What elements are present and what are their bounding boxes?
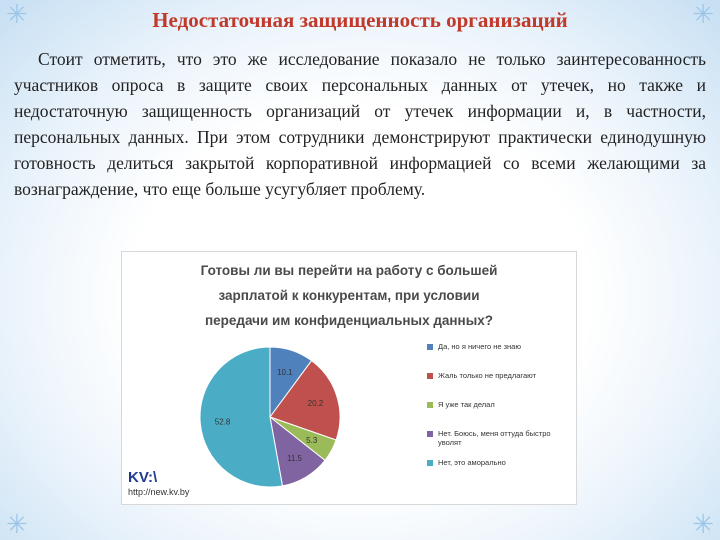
slide-paragraph: Стоит отметить, что это же исследование показало не только заинтересованность участников опроса в защите своих персональных данных от утечек, но также и недостаточную защищенность организаций от утечек информации и, в частности, персональных данных. При этом сотрудники демонстрируют практически единодушную готовность делиться закрытой корпоративной информацией со всеми желающими за вознаграждение, что еще больше усугубляет проблему. — [14, 49, 706, 199]
legend-label: Да, но я ничего не знаю — [438, 342, 521, 351]
source-url: http://new.kv.by — [128, 487, 190, 497]
slice-value-label: 5.3 — [306, 435, 318, 445]
star-asterisk-icon: ✳ — [692, 0, 714, 29]
legend-item — [427, 342, 572, 371]
legend-swatch — [427, 373, 433, 379]
legend-swatch — [427, 402, 433, 408]
source-logo — [128, 470, 189, 498]
legend-swatch — [427, 460, 433, 466]
legend-label: Жаль только не предлагают — [438, 371, 537, 380]
star-asterisk-icon: ✳ — [6, 0, 28, 29]
logo-mark: KV:\ — [128, 469, 158, 486]
slice-value-label: 52.8 — [214, 417, 231, 427]
legend-item — [427, 400, 572, 429]
legend-label: Нет. Боюсь, меня оттуда быстро уволят — [438, 429, 551, 447]
chart-title: Готовы ли вы перейти на работу с большей зарплатой к конкурентам, при условии передачи им конфиденциальных данных? — [200, 263, 498, 328]
slide-title: Недостаточная защищенность организаций — [152, 8, 568, 32]
star-asterisk-icon: ✳ — [6, 510, 28, 539]
legend-label: Нет, это аморально — [438, 458, 506, 467]
star-asterisk-icon: ✳ — [692, 510, 714, 539]
pie-slice — [200, 347, 282, 487]
chart-figure — [121, 251, 577, 505]
legend-swatch — [427, 344, 433, 350]
legend-label: Я уже так делал — [438, 400, 495, 409]
legend-item — [427, 429, 572, 458]
legend-swatch — [427, 431, 433, 437]
slice-value-label: 11.5 — [287, 453, 303, 463]
legend-item — [427, 458, 572, 487]
slice-value-label: 20.2 — [307, 398, 324, 408]
legend-item — [427, 371, 572, 400]
slice-value-label: 10.1 — [277, 367, 293, 377]
chart-legend — [427, 342, 572, 487]
